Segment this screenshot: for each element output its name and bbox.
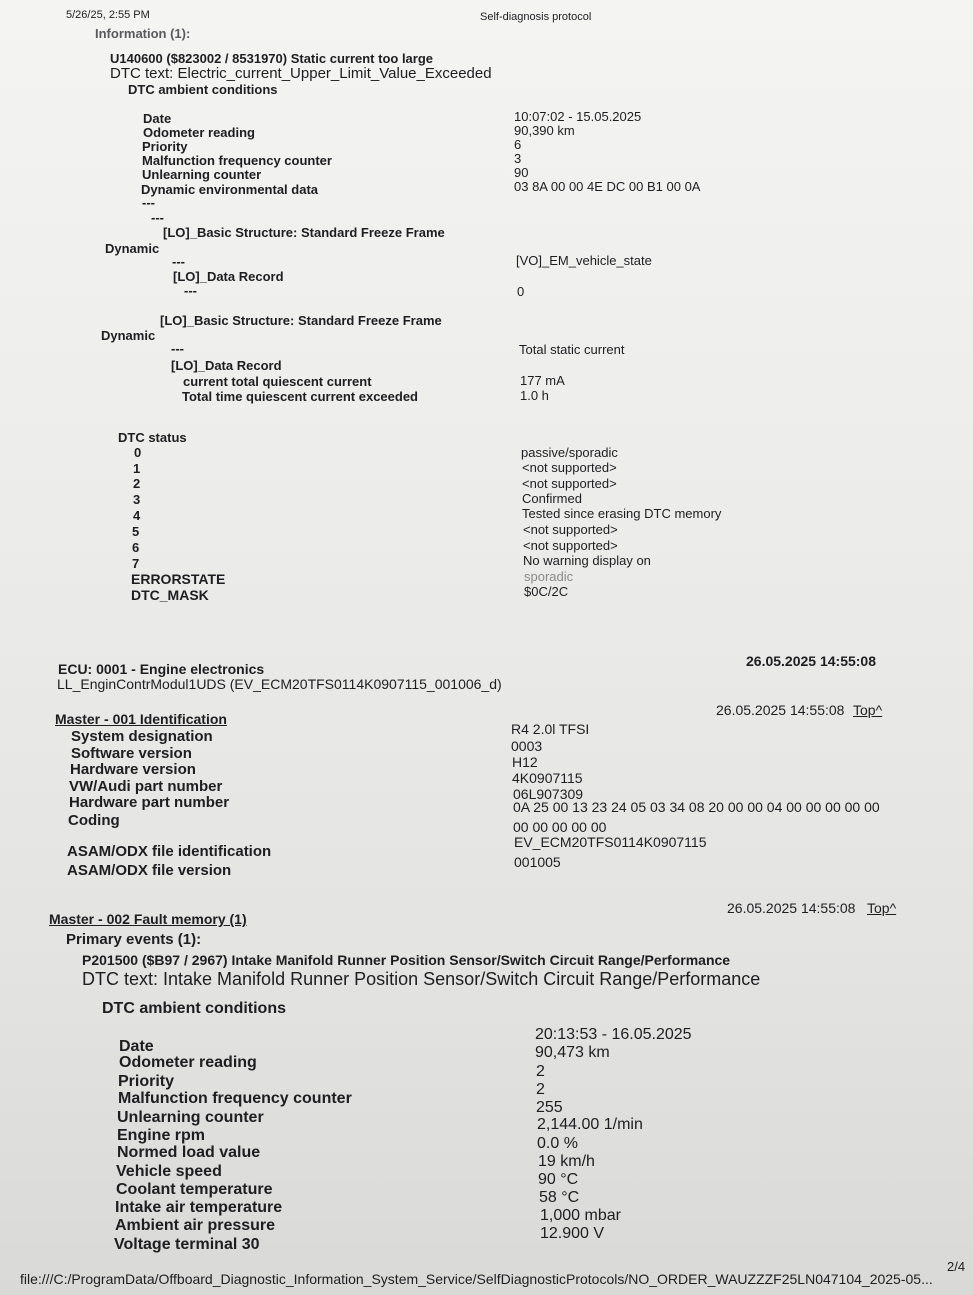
dtc-status-label-1: 1 <box>133 461 141 476</box>
dtc2-value-unlearning: 255 <box>536 1099 563 1116</box>
dtc2-text: DTC text: Intake Manifold Runner Position Sensor/Switch Circuit Range/Performance <box>82 969 761 989</box>
dtc-status-label-errorstate: ERRORSTATE <box>131 571 226 587</box>
m1-label-system-designation: System designation <box>71 728 213 745</box>
dtc1-freeze-frame-1-record-dash: --- <box>184 283 197 298</box>
m1-value-system-designation: R4 2.0l TFSI <box>511 721 590 737</box>
information-count: Information (1): <box>95 26 191 41</box>
master-001-top-link[interactable]: Top^ <box>853 702 883 718</box>
dtc1-label-frequency: Malfunction frequency counter <box>142 153 332 168</box>
dtc2-value-priority: 2 <box>536 1063 545 1080</box>
dtc2-value-normed-load: 0.0 % <box>537 1135 578 1152</box>
dtc1-dash-1: --- <box>142 195 155 210</box>
dtc2-value-intake-air-temp: 58 °C <box>539 1189 580 1206</box>
dtc-status-label-5: 5 <box>132 524 140 539</box>
dtc1-code: U140600 ($823002 / 8531970) Static current too large <box>110 51 434 66</box>
dtc1-freeze-frame-2-dash: --- <box>171 341 184 356</box>
dtc1-freeze-frame-2-record: [LO]_Data Record <box>171 358 282 373</box>
dtc2-value-frequency: 2 <box>536 1081 545 1098</box>
dtc-status-label-mask: DTC_MASK <box>131 587 209 603</box>
dtc2-label-coolant-temp: Coolant temperature <box>116 1181 273 1198</box>
dtc1-value-odometer: 90,390 km <box>514 123 575 138</box>
m1-value-coding-continued: 00 00 00 00 00 <box>513 819 607 835</box>
dtc1-freeze-frame-1-dash: --- <box>172 254 185 269</box>
m1-label-vw-part: VW/Audi part number <box>69 778 223 795</box>
dtc-status-label-0: 0 <box>134 445 142 460</box>
dtc1-ambient-heading: DTC ambient conditions <box>128 82 278 97</box>
dtc1-value-dynamic-env: 03 8A 00 00 4E DC 00 B1 00 0A <box>514 179 701 194</box>
dtc-status-value-5: <not supported> <box>523 522 618 537</box>
dtc-status-value-1: <not supported> <box>522 460 617 475</box>
master-001-title: Master - 001 Identification <box>55 711 227 727</box>
m1-value-asam-id: EV_ECM20TFS0114K0907115 <box>514 834 707 850</box>
dtc2-value-odometer: 90,473 km <box>535 1044 610 1061</box>
ecu-subtitle: LL_EnginContrModul1UDS (EV_ECM20TFS0114K0907115_001006_d) <box>57 676 502 692</box>
document-title: Self-diagnosis protocol <box>480 11 592 23</box>
dtc1-label-priority: Priority <box>142 139 188 154</box>
dtc2-ambient-heading: DTC ambient conditions <box>102 1000 286 1017</box>
dtc2-label-ambient-pressure: Ambient air pressure <box>115 1217 276 1234</box>
footer-file-path: file:///C:/ProgramData/Offboard_Diagnostic_Information_System_Service/SelfDiagnosticProtocols/NO_ORDER_WAUZZZF25LN047104_2025-05... <box>20 1271 933 1287</box>
dtc-status-value-4: Tested since erasing DTC memory <box>522 506 722 521</box>
dtc-status-label-4: 4 <box>133 508 141 523</box>
dtc2-label-date: Date <box>119 1038 154 1055</box>
dtc1-label-date: Date <box>143 111 172 126</box>
dtc1-freeze-frame-1-dynamic: Dynamic <box>105 241 160 256</box>
m1-value-hardware-version: H12 <box>512 754 538 770</box>
dtc1-value-priority: 6 <box>514 137 522 152</box>
m1-label-hardware-part: Hardware part number <box>69 794 230 811</box>
dtc2-label-voltage-30: Voltage terminal 30 <box>114 1236 260 1253</box>
dtc1-text: DTC text: Electric_current_Upper_Limit_Value_Exceeded <box>110 65 492 82</box>
master-002-title: Master - 002 Fault memory (1) <box>49 911 247 927</box>
dtc1-value-unlearning: 90 <box>514 165 529 180</box>
dtc2-label-unlearning: Unlearning counter <box>117 1109 264 1126</box>
dtc1-label-dynamic-env: Dynamic environmental data <box>141 182 318 197</box>
dtc2-label-engine-rpm: Engine rpm <box>117 1127 206 1144</box>
m1-label-software-version: Software version <box>71 745 192 762</box>
dtc1-label-odometer: Odometer reading <box>143 125 255 140</box>
dtc2-value-voltage-30: 12.900 V <box>540 1225 605 1242</box>
dtc2-value-ambient-pressure: 1,000 mbar <box>540 1207 621 1224</box>
dtc-status-value-6: <not supported> <box>523 538 618 553</box>
master-002-timestamp: 26.05.2025 14:55:08 <box>727 900 856 916</box>
m1-label-asam-id: ASAM/ODX file identification <box>67 843 272 860</box>
m1-value-vw-part: 4K0907115 <box>512 770 583 786</box>
dtc-status-label-7: 7 <box>132 556 140 571</box>
print-datetime: 5/26/25, 2:55 PM <box>66 9 150 21</box>
dtc2-code: P201500 ($B97 / 2967) Intake Manifold Runner Position Sensor/Switch Circuit Range/Performance <box>82 952 731 968</box>
dtc1-value-quiescent-time: 1.0 h <box>520 388 549 403</box>
dtc2-label-priority: Priority <box>118 1073 175 1090</box>
dtc2-label-frequency: Malfunction frequency counter <box>118 1090 352 1107</box>
dtc2-label-odometer: Odometer reading <box>119 1054 257 1071</box>
dtc1-freeze-frame-1-record-value: 0 <box>517 284 525 299</box>
dtc-status-value-errorstate: sporadic <box>524 569 574 584</box>
dtc1-freeze-frame-1-value: [VO]_EM_vehicle_state <box>516 253 652 268</box>
dtc1-value-frequency: 3 <box>514 151 522 166</box>
dtc2-value-date: 20:13:53 - 16.05.2025 <box>535 1026 692 1043</box>
dtc-status-label-6: 6 <box>132 540 140 555</box>
footer-page-number: 2/4 <box>947 1259 966 1274</box>
m1-value-coding: 0A 25 00 13 23 24 05 03 34 08 20 00 00 04 00 00 00 00 00 <box>513 799 880 815</box>
dtc2-value-engine-rpm: 2,144.00 1/min <box>537 1116 643 1133</box>
dtc1-freeze-frame-2-dynamic: Dynamic <box>101 328 156 343</box>
dtc1-freeze-frame-2-title: [LO]_Basic Structure: Standard Freeze Frame <box>160 313 442 328</box>
dtc2-value-vehicle-speed: 19 km/h <box>538 1153 595 1170</box>
m1-value-asam-version: 001005 <box>514 854 561 870</box>
dtc-status-value-0: passive/sporadic <box>521 445 618 460</box>
m1-value-software-version: 0003 <box>511 738 543 754</box>
dtc-status-heading: DTC status <box>118 430 187 445</box>
dtc-status-value-3: Confirmed <box>522 491 582 506</box>
dtc-status-value-mask: $0C/2C <box>524 584 569 599</box>
dtc1-label-quiescent-time: Total time quiescent current exceeded <box>182 389 418 404</box>
dtc1-freeze-frame-2-value: Total static current <box>519 342 625 357</box>
dtc2-label-vehicle-speed: Vehicle speed <box>116 1163 222 1180</box>
dtc1-dash-2: --- <box>151 210 164 225</box>
dtc1-label-unlearning: Unlearning counter <box>142 167 262 182</box>
m1-label-coding: Coding <box>68 812 120 829</box>
dtc2-value-coolant-temp: 90 °C <box>538 1171 579 1188</box>
dtc1-value-quiescent-current: 177 mA <box>520 373 565 388</box>
ecu-title: ECU: 0001 - Engine electronics <box>58 661 265 677</box>
dtc-status-label-2: 2 <box>133 476 141 491</box>
dtc2-label-intake-air-temp: Intake air temperature <box>115 1199 283 1216</box>
dtc-status-value-2: <not supported> <box>522 476 617 491</box>
dtc1-freeze-frame-1-record: [LO]_Data Record <box>173 269 284 284</box>
dtc2-label-normed-load: Normed load value <box>117 1144 261 1161</box>
dtc1-label-quiescent-current: current total quiescent current <box>183 374 372 389</box>
m1-label-asam-version: ASAM/ODX file version <box>67 862 232 879</box>
m1-value-hardware-part: 06L907309 <box>513 786 584 802</box>
dtc-status-value-7: No warning display on <box>523 553 651 568</box>
dtc-status-label-3: 3 <box>133 492 141 507</box>
primary-events-count: Primary events (1): <box>66 931 202 948</box>
master-001-timestamp: 26.05.2025 14:55:08 <box>716 702 845 718</box>
master-002-top-link[interactable]: Top^ <box>867 900 897 916</box>
dtc1-value-date: 10:07:02 - 15.05.2025 <box>514 109 642 124</box>
dtc1-freeze-frame-1-title: [LO]_Basic Structure: Standard Freeze Frame <box>163 225 445 240</box>
ecu-timestamp: 26.05.2025 14:55:08 <box>746 653 876 669</box>
m1-label-hardware-version: Hardware version <box>70 761 196 778</box>
